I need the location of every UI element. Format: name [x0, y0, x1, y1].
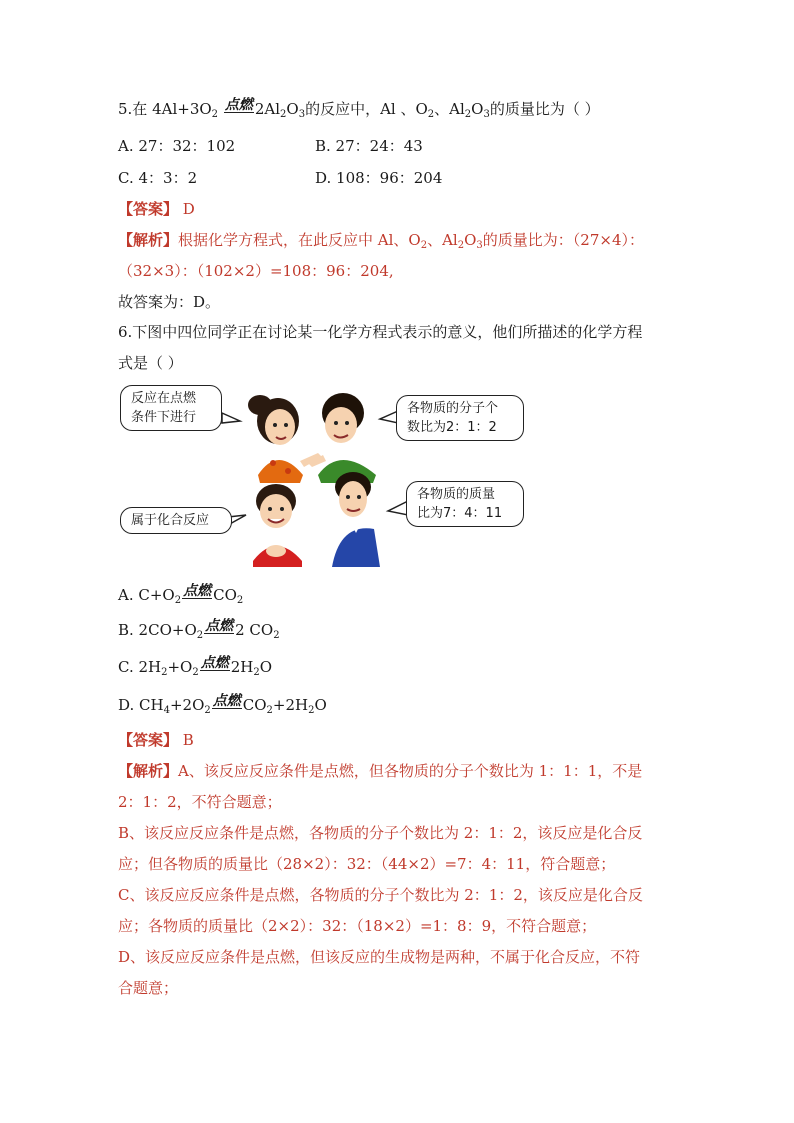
boy-red-student — [253, 484, 302, 567]
q6-option-b: B. $2CO+O_2$点燃 2 $CO_2$ — [118, 618, 280, 641]
q6-analysis-b1: B、该反应反应条件是点燃，各物质的分子个数比为 2：1：2，该反应是化合反 — [118, 824, 643, 842]
q6-analysis-d1: D、该反应反应条件是点燃，但该反应的生成物是两种，不属于化合反应，不符 — [118, 948, 641, 966]
bubble-tail-1 — [222, 413, 240, 423]
girl-student — [248, 395, 322, 483]
q6-stem-line2: 式是（ ） — [118, 354, 183, 372]
q6-answer: 【答案】 B — [118, 731, 194, 749]
bubble-tail-4 — [388, 501, 408, 515]
reaction-condition: 点燃 — [224, 97, 253, 113]
q5-answer: 【答案】 D — [118, 200, 195, 218]
q6-option-c: C. $2H_2+O_2$点燃 $2H_2O$ — [118, 655, 273, 678]
q5-analysis-line3: 故答案为：D。 — [118, 293, 221, 311]
q5-option-a: A. 27：32：102 — [118, 137, 236, 155]
q6-analysis-c2: 应；各物质的质量比（2×2）：32：（18×2）=1：8：9，不符合题意； — [118, 917, 597, 935]
speech-bubble-combination: 属于化合反应 — [120, 507, 232, 534]
q6-analysis-c1: C、该反应反应条件是点燃，各物质的分子个数比为 2：1：2，该反应是化合反 — [118, 886, 643, 904]
students-discussion-figure — [118, 383, 528, 567]
boy-green-student — [308, 393, 376, 483]
q5-option-d: D. 108：96：204 — [315, 169, 443, 187]
q6-analysis-a2: 2：1：2，不符合题意； — [118, 793, 282, 811]
q6-analysis-a1: 【解析】A、该反应反应条件是点燃，但各物质的分子个数比为 1：1：1，不是 — [118, 762, 643, 780]
speech-bubble-condition: 反应在点燃 条件下进行 — [120, 385, 222, 431]
q5-option-c: C. 4：3：2 — [118, 169, 198, 187]
q5-analysis-line1: 【解析】根据化学方程式，在此反应中 Al、$O_2$、$Al_2O_3$的质量比为：（27×4）： — [118, 231, 644, 251]
speech-bubble-mass-ratio: 各物质的质量 比为7：4：11 — [406, 481, 524, 527]
q6-option-d: D. $CH_4+2O_2$点燃 $CO_2+2H_2O$ — [118, 693, 327, 716]
q6-analysis-b2: 应；但各物质的质量比（28×2）：32：（44×2）=7：4：11，符合题意； — [118, 855, 616, 873]
q6-analysis-d2: 合题意； — [118, 979, 179, 997]
q5-analysis-line2: （32×3）：（102×2）=108：96：204, — [118, 262, 394, 280]
q5-stem: 5.在 $4Al+3O_2$ 点燃 $2Al_2O_3$的反应中，Al 、$O_2$、$Al_2O_3$的质量比为（ ） — [118, 97, 600, 120]
q5-option-b: B. 27：24：43 — [315, 137, 423, 155]
speech-bubble-molecule-ratio: 各物质的分子个 数比为2：1：2 — [396, 395, 524, 441]
q6-stem-line1: 6.下图中四位同学正在讨论某一化学方程式表示的意义，他们所描述的化学方程 — [118, 323, 643, 341]
boy-blue-student — [332, 472, 380, 567]
q6-option-a: A. $C+O_2$点燃 $CO_2$ — [118, 583, 244, 606]
